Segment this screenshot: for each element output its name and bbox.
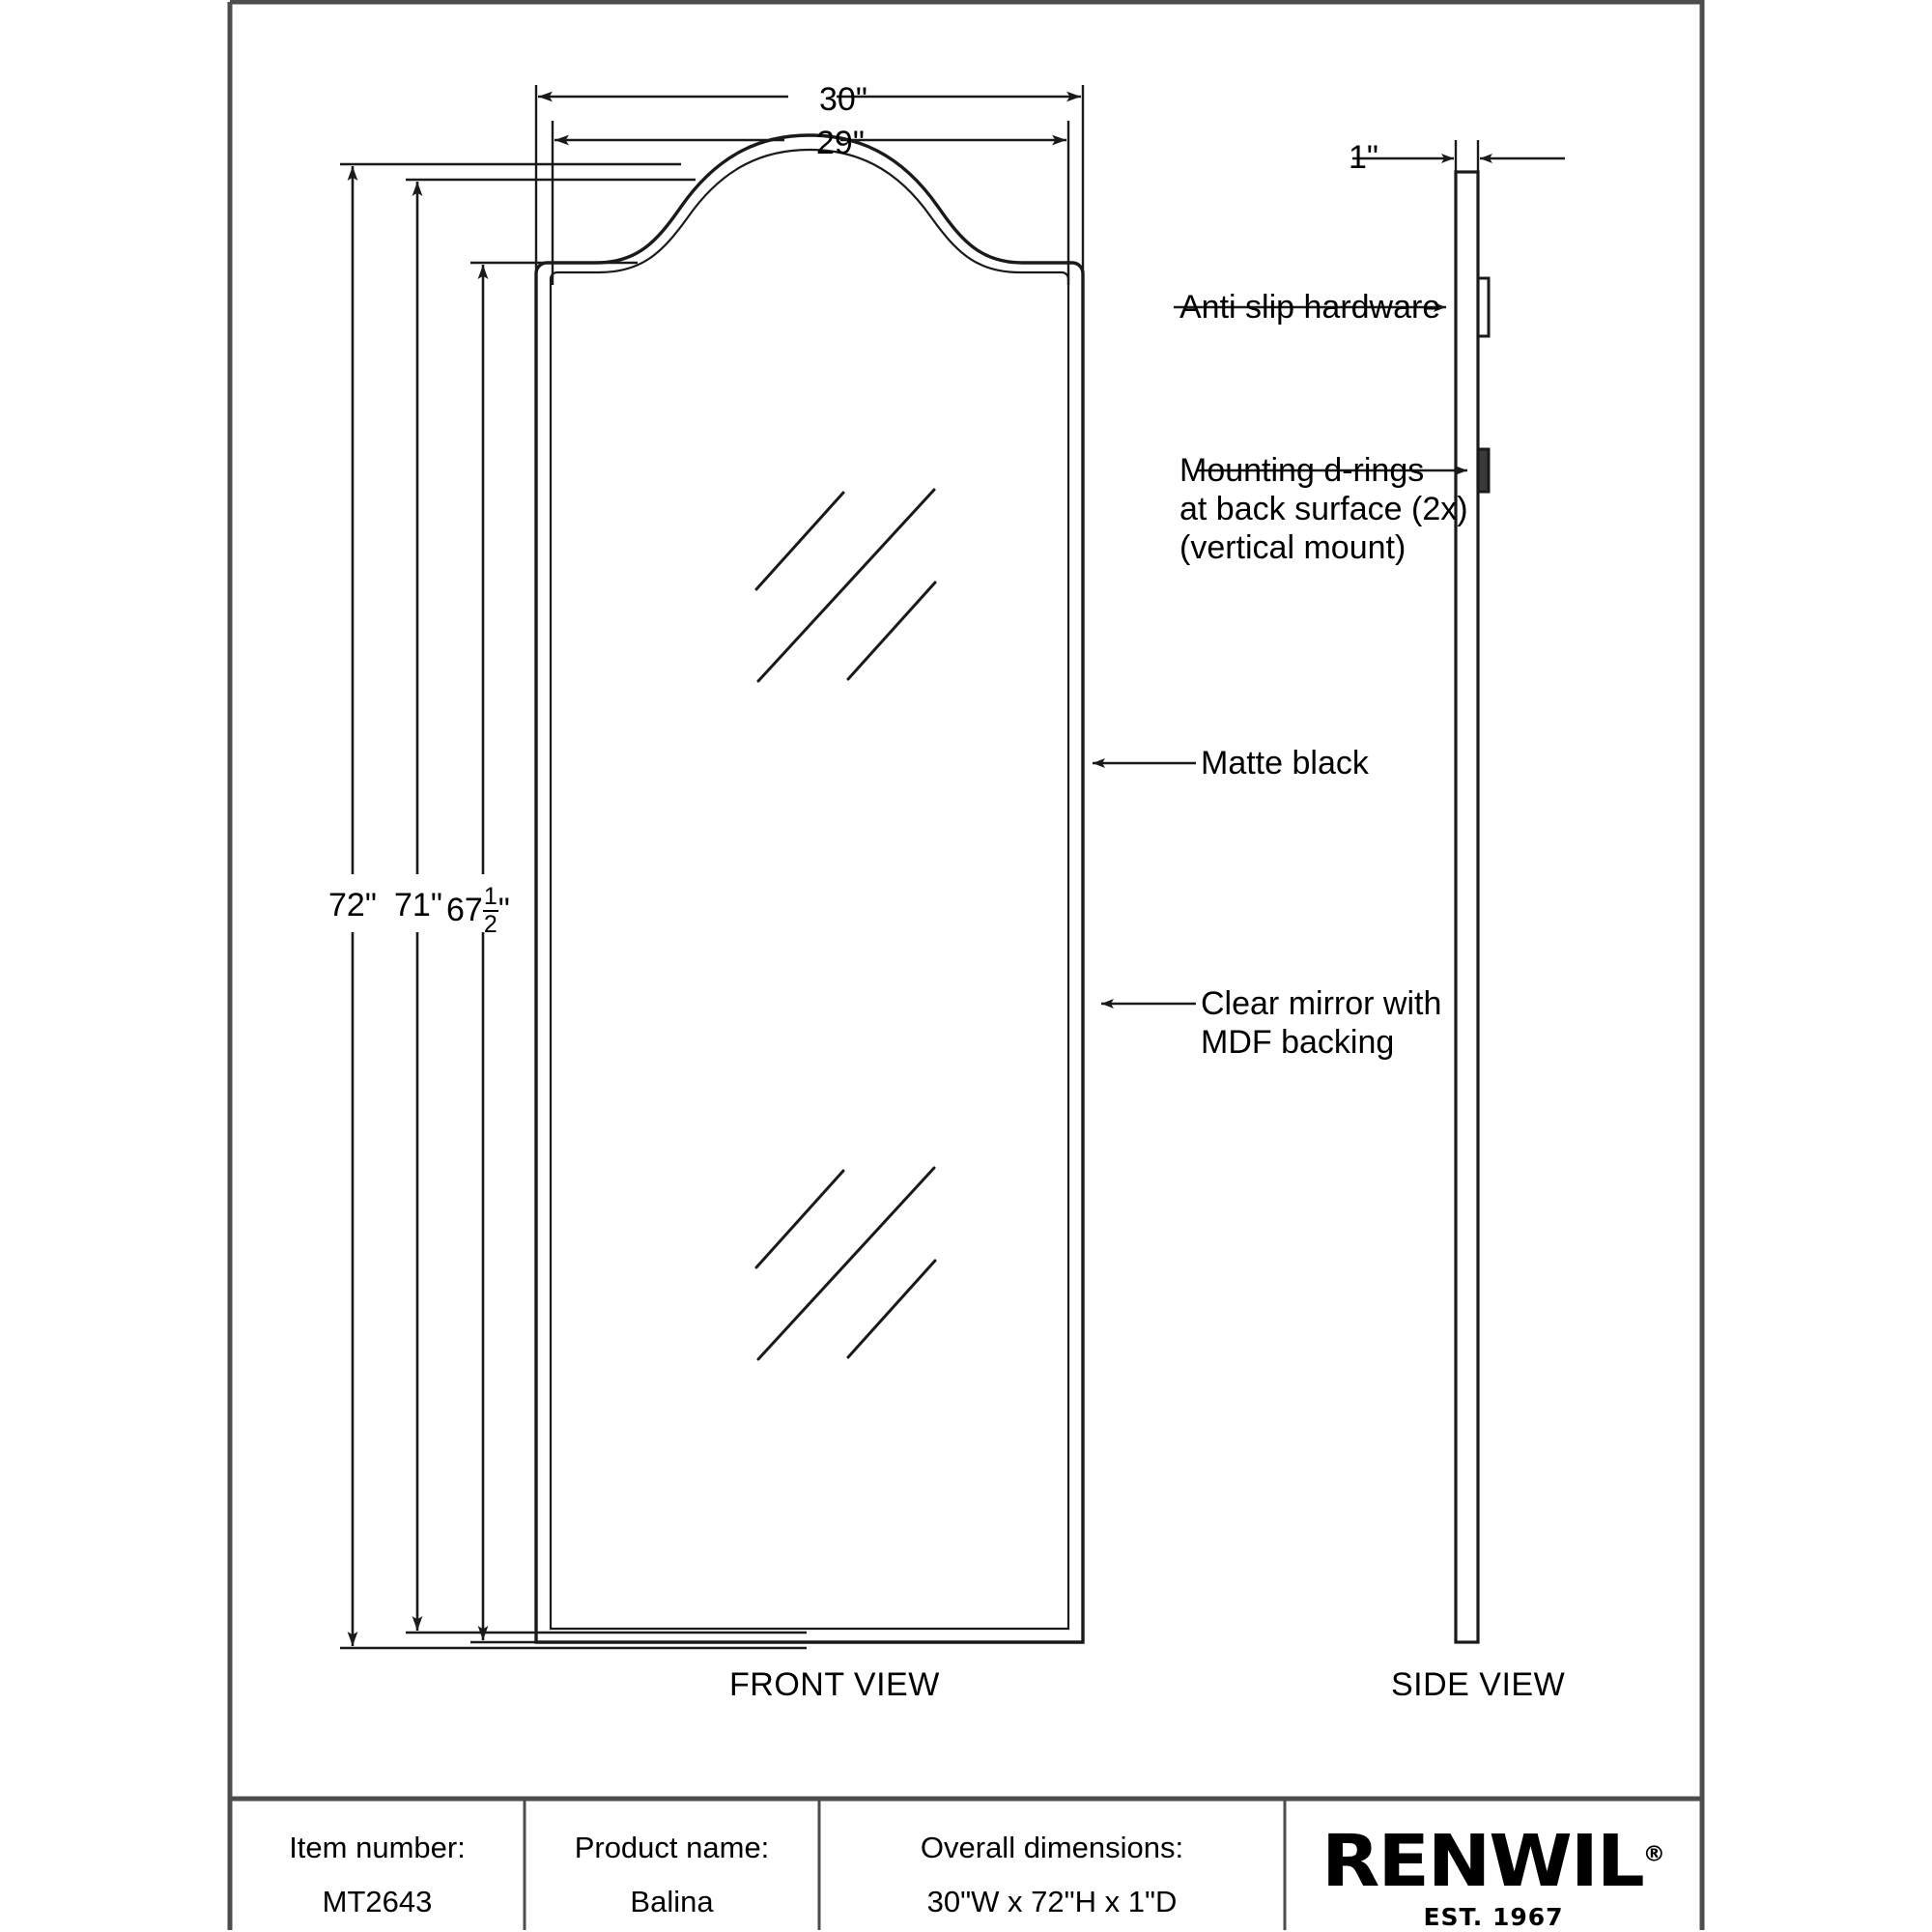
callout-anti-slip-hardware: Anti slip hardware: [1179, 289, 1441, 326]
callout-matte-black: Matte black: [1201, 745, 1369, 781]
brand-name: RENWIL®: [1321, 1820, 1665, 1903]
callout-mounting-d-rings: [1179, 451, 1468, 567]
dimension-inner-fraction: $\frac{1}{2}$: [483, 883, 497, 938]
dimension-label-height-mid: 71": [394, 887, 442, 923]
dimension-label-height-overall: 72": [328, 887, 377, 923]
dimension-label-height-inner: [446, 883, 510, 938]
callout-d-rings-line1: Mounting d-rings: [1179, 452, 1425, 489]
side-view-label: SIDE VIEW: [1391, 1666, 1566, 1703]
mirror-glint-upper: [756, 490, 935, 681]
dimension-inner-whole: 67: [446, 891, 483, 928]
callout-clear-mirror-line1: Clear mirror with: [1201, 985, 1442, 1022]
callout-d-rings-line2: at back surface (2x): [1179, 491, 1468, 528]
registered-trademark-icon: ®: [1642, 1842, 1665, 1867]
overall-dimensions-value: 30"W x 72"H x 1"D: [926, 1885, 1178, 1918]
mounting-d-ring-marker: [1478, 449, 1489, 492]
mirror-glint-lower: [756, 1168, 935, 1359]
dimension-width-29: [553, 121, 1068, 285]
overall-dimensions-label: Overall dimensions:: [920, 1831, 1184, 1864]
product-name-label: Product name:: [574, 1831, 770, 1864]
title-block-overall-dimensions: [819, 1831, 1285, 1919]
dimension-inner-unit: ": [497, 891, 510, 928]
dimension-depth-1: [1352, 140, 1565, 180]
dimension-label-depth: 1": [1349, 139, 1378, 176]
title-block-item-number: [230, 1831, 525, 1919]
anti-slip-hardware-marker: [1478, 278, 1489, 336]
callout-d-rings-line3: (vertical mount): [1179, 529, 1406, 567]
dimension-width-30: [536, 85, 1083, 280]
title-block-product-name: [525, 1831, 819, 1919]
callout-clear-mirror-line2: MDF backing: [1201, 1024, 1395, 1062]
side-view-bar: [1456, 172, 1478, 1642]
front-view-label: FRONT VIEW: [729, 1666, 940, 1703]
dimension-label-width-inner: 29": [816, 125, 865, 161]
product-name-value: Balina: [630, 1885, 714, 1918]
brand-logo: [1285, 1820, 1702, 1931]
front-view-mirror: [536, 135, 1083, 1642]
callout-clear-mirror: [1201, 984, 1441, 1062]
dimension-label-width-overall: 30": [819, 81, 867, 118]
dimension-height-67-half: [470, 263, 807, 1642]
brand-established-year: EST. 1967: [1423, 1903, 1564, 1931]
item-number-value: MT2643: [322, 1885, 433, 1918]
item-number-label: Item number:: [289, 1831, 466, 1864]
